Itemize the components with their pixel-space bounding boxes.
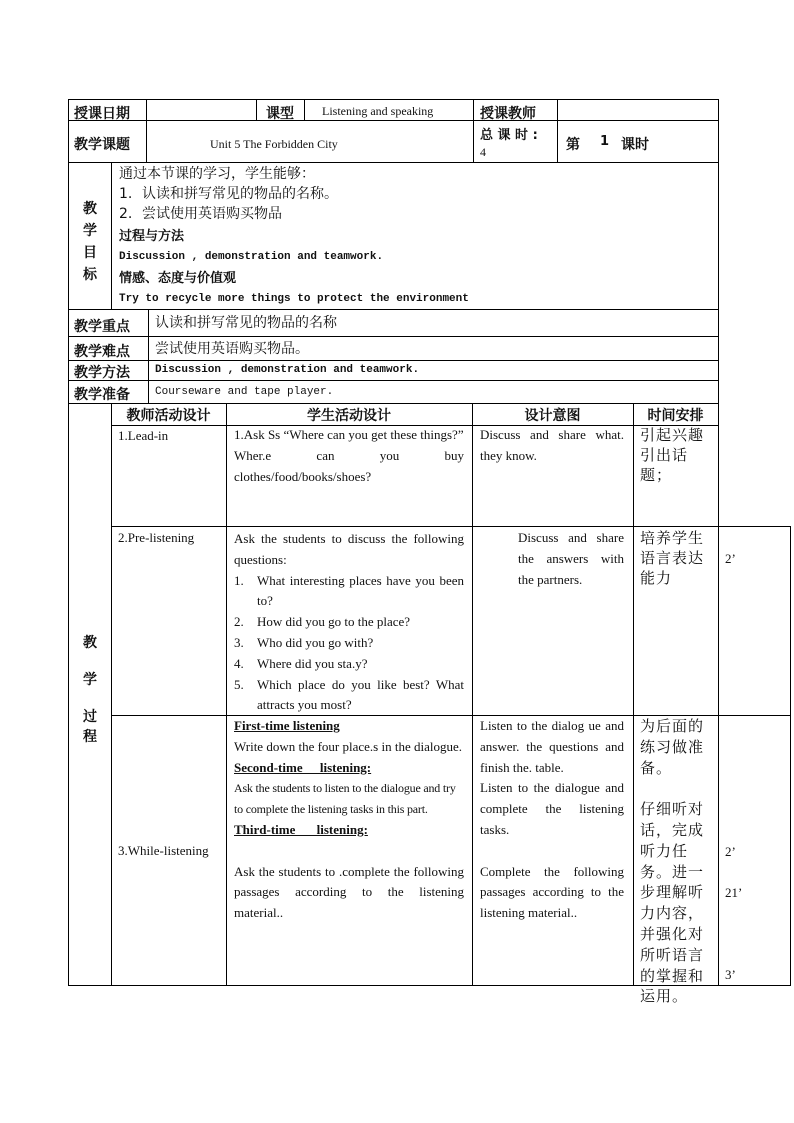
process-method-heading: 过程与方法 xyxy=(119,229,185,244)
list-item: 5. Which place do you like best? What attracts you most? xyxy=(234,676,464,713)
stage-whilelistening: 3.While-listening xyxy=(118,843,209,858)
stage-leadin: 1.Lead-in xyxy=(118,428,169,443)
header-intent: 设计意图 xyxy=(524,408,581,424)
prep-value: Courseware and tape player. xyxy=(155,386,334,398)
period-suffix: 课时 xyxy=(621,137,649,153)
whilelistening-minutes-1: 2’ xyxy=(725,844,736,859)
leadin-intent: Discuss and share what. they know. xyxy=(480,427,624,463)
list-item: 4. Where did you sta.y? xyxy=(234,655,368,671)
teacher-label: 授课教师 xyxy=(480,106,536,122)
question-list xyxy=(234,571,464,717)
prep-label: 教学准备 xyxy=(74,387,130,403)
header-teacher: 教师活动设计 xyxy=(126,408,211,424)
whilelistening-intent: Listen to the dialog ue and answer. the questions and finish the. table. Listen to the dialogue and complete the listening tasks. Complete the following passages according to the listening material.. xyxy=(480,718,624,921)
leadin-student: 1.Ask Ss “Where can you get these things?” Wher.e can you buy clothes/food/books/shoes? xyxy=(234,427,464,484)
goals-label: 教 学 目 标 xyxy=(83,201,97,283)
whilelistening-student: First-time listening Write down the four place.s in the dialogue. Second-time listening: Ask the students to listen to the dialogue and try to complete the listening tasks in this part. Third-time listening: Ask the students to .complete the following passages according to the listening material.. xyxy=(234,718,464,921)
key-point-label: 教学重点 xyxy=(74,319,130,335)
prelistening-student: Ask the students to discuss the following questions: 1. What interesting places have you been to? 2. How did you go to the place? 3. Who did you go with? 4. Where did you sta.y? 5. Which place do you like best? What attracts you most? xyxy=(234,529,464,716)
list-item: 2. 尝试使用英语购买物品 xyxy=(119,206,282,222)
list-item: 1. What interesting places have you been to? xyxy=(234,572,464,609)
lesson-type-value: Listening and speaking xyxy=(322,104,434,118)
total-hours-label: 总 课 时 : xyxy=(480,128,538,143)
goals-list xyxy=(119,184,715,224)
prelistening-time: 培养学生语言表达能力 xyxy=(640,529,705,587)
third-listening-heading: Third-time listening: xyxy=(234,821,368,837)
emotion-text: Try to recycle more things to protect the environment xyxy=(119,293,469,305)
period-prefix: 第 xyxy=(566,137,580,153)
emotion-heading: 情感、态度与价值观 xyxy=(119,271,237,286)
first-listening-heading: First-time listening xyxy=(234,718,340,733)
prelistening-minutes: 2’ xyxy=(725,551,736,566)
method-label: 教学方法 xyxy=(74,365,130,381)
topic-value: Unit 5 The Forbidden City xyxy=(210,137,338,151)
process-method-text: Discussion , demonstration and teamwork. xyxy=(119,251,384,263)
goals-content xyxy=(119,164,715,308)
method-value: Discussion , demonstration and teamwork. xyxy=(155,364,420,376)
date-label: 授课日期 xyxy=(74,106,130,122)
whilelistening-minutes-3: 3’ xyxy=(725,967,736,982)
process-label: 教 学 过 程 xyxy=(83,635,97,745)
leadin-time: 引起兴趣引出话题； xyxy=(640,426,705,484)
difficulty-value: 尝试使用英语购买物品。 xyxy=(155,341,309,357)
header-student: 学生活动设计 xyxy=(307,408,391,424)
topic-label: 教学课题 xyxy=(74,137,130,153)
second-listening-heading: Second-time listening: xyxy=(234,759,372,775)
header-time: 时间安排 xyxy=(647,408,704,424)
prelistening-intent: Discuss and share the answers with the partners. xyxy=(518,530,624,587)
period-number: 1 xyxy=(600,134,610,149)
whilelistening-minutes-2: 21’ xyxy=(725,885,743,900)
list-item: 1. 认读和拼写常见的物品的名称。 xyxy=(119,186,338,202)
key-point-value: 认读和拼写常见的物品的名称 xyxy=(155,315,337,331)
stage-prelistening: 2.Pre-listening xyxy=(118,530,195,545)
lesson-type-label: 课型 xyxy=(266,106,294,122)
total-hours-value: 4 xyxy=(480,145,486,159)
list-item: 3. Who did you go with? xyxy=(234,634,374,650)
goals-intro: 通过本节课的学习，学生能够： xyxy=(119,166,315,182)
list-item: 2. How did you go to the place? xyxy=(234,614,411,630)
whilelistening-time: 为后面的练习做准备。 仔细听对话，完成听力任务。进一步理解听力内容，并强化对所听语言的掌握和运用。 xyxy=(640,717,705,1006)
difficulty-label: 教学难点 xyxy=(74,344,130,360)
